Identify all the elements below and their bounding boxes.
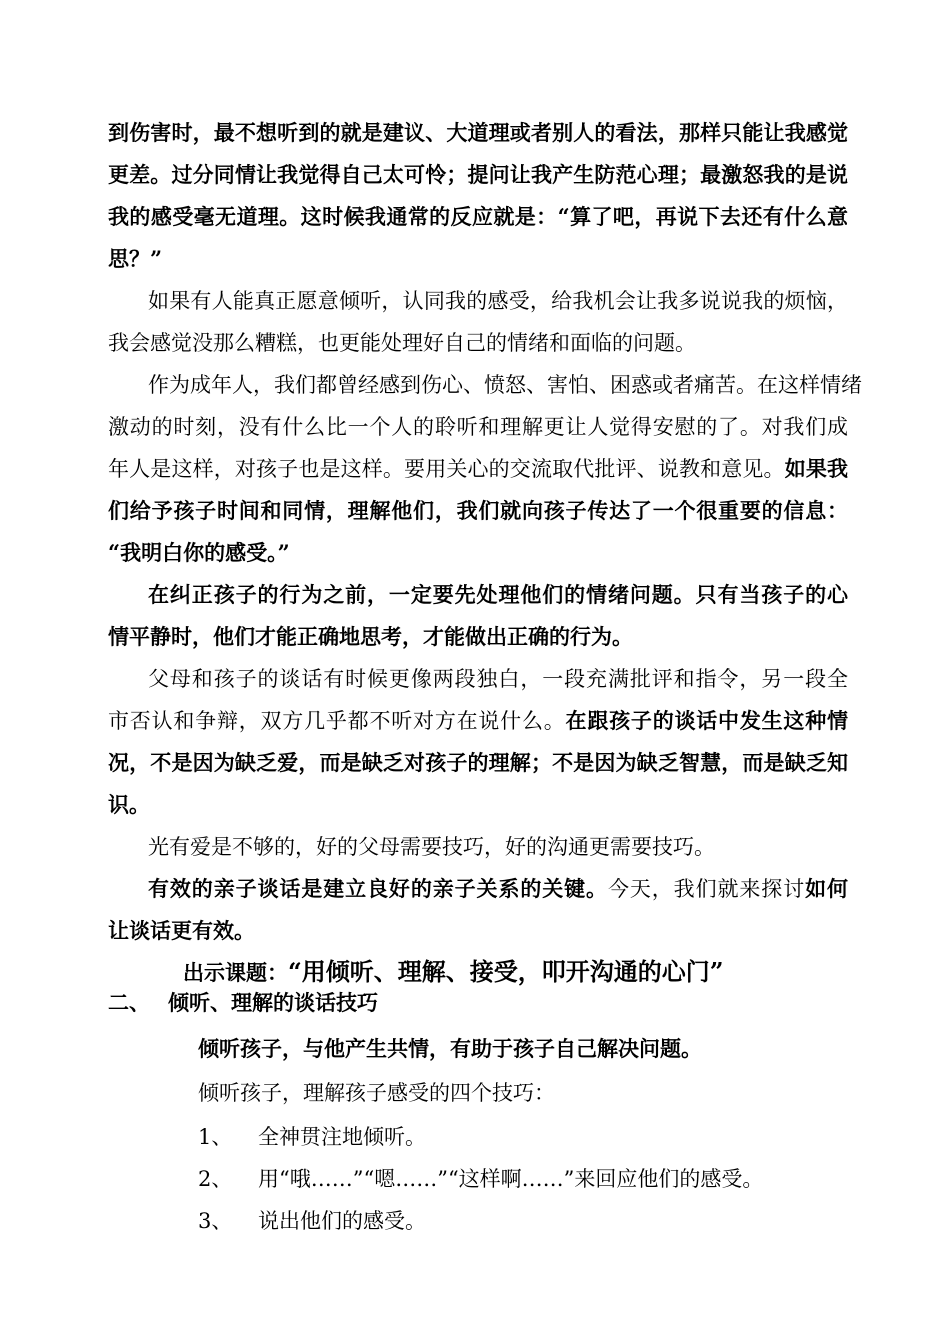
paragraph-line: 让谈话更有效。 — [108, 918, 255, 943]
paragraph-line: 我的感受毫无道理。这时候我通常的反应就是：“算了吧，再说下去还有什么意 — [108, 204, 848, 229]
lesson-title — [183, 956, 724, 989]
paragraph-line: 识。 — [108, 792, 150, 817]
paragraph-line: 我会感觉没那么糟糕，也更能处理好自己的情绪和面临的问题。 — [108, 331, 696, 355]
paragraph-line: 在纠正孩子的行为之前，一定要先处理他们的情绪问题。只有当孩子的心 — [148, 582, 848, 607]
list-text: 说出他们的感受。 — [258, 1209, 426, 1233]
paragraph-line: 光有爱是不够的，好的父母需要技巧，好的沟通更需要技巧。 — [148, 835, 715, 859]
paragraph-line: 们给予孩子时间和同情，理解他们，我们就向孩子传达了一个很重要的信息： — [108, 498, 848, 523]
paragraph-line: 作为成年人，我们都曾经感到伤心、愤怒、害怕、困惑或者痛苦。在这样情绪 — [148, 373, 862, 397]
text-run: 今天，我们就来探讨 — [607, 877, 806, 901]
paragraph-line — [108, 454, 848, 484]
text-run-bold: 如何 — [805, 876, 849, 901]
paragraph-line: 情平静时，他们才能正确地思考，才能做出正确的行为。 — [108, 624, 633, 649]
text-run: 年人是这样，对孩子也是这样。要用关心的交流取代批评、说教和意见。 — [108, 457, 785, 481]
paragraph-line: 更差。过分同情让我觉得自己太可怜；提问让我产生防范心理；最激怒我的是说 — [108, 162, 848, 187]
text-run-bold: 在跟孩子的谈话中发生这种情 — [565, 708, 849, 733]
paragraph-line: 到伤害时，最不想听到的就是建议、大道理或者别人的看法，那样只能让我感觉 — [108, 120, 848, 145]
paragraph-line — [148, 874, 848, 904]
paragraph-line: 况，不是因为缺乏爱，而是缺乏对孩子的理解；不是因为缺乏智慧，而是缺乏知 — [108, 750, 848, 775]
list-item — [198, 1206, 426, 1236]
list-number: 1、 — [198, 1125, 233, 1149]
list-item — [198, 1164, 763, 1194]
list-number: 2、 — [198, 1167, 233, 1191]
list-text: 全神贯注地倾听。 — [258, 1125, 426, 1149]
text-run-bold: 有效的亲子谈话是建立良好的亲子关系的关键。 — [148, 876, 608, 901]
paragraph-line: 如果有人能真正愿意倾听，认同我的感受，给我机会让我多说说我的烦恼， — [148, 289, 848, 313]
paragraph-line — [108, 706, 848, 736]
text-run: 市否认和争辩，双方几乎都不听对方在说什么。 — [108, 709, 566, 733]
title-lead: 出示课题： — [183, 960, 288, 985]
list-number: 3、 — [198, 1209, 233, 1233]
text-run-bold: 如果我 — [784, 456, 848, 481]
paragraph-line: 思？” — [108, 246, 163, 271]
list-text: 用“哦……”“嗯……”“这样啊……”来回应他们的感受。 — [258, 1167, 764, 1191]
section-number: 二、 — [108, 990, 150, 1015]
intro-bold-line: 倾听孩子，与他产生共情，有助于孩子自己解决问题。 — [198, 1036, 702, 1061]
paragraph-line: 激动的时刻，没有什么比一个人的聆听和理解更让人觉得安慰的了。对我们成 — [108, 415, 848, 439]
section-title: 倾听、理解的谈话技巧 — [168, 990, 378, 1015]
intro-line: 倾听孩子，理解孩子感受的四个技巧： — [198, 1081, 555, 1105]
list-item — [198, 1122, 426, 1152]
paragraph-line: 父母和孩子的谈话有时候更像两段独白，一段充满批评和指令，另一段全 — [148, 667, 848, 691]
section-heading — [108, 988, 378, 1018]
title-text: “用倾听、理解、接受，叩开沟通的心门” — [288, 957, 724, 986]
paragraph-line: “我明白你的感受。” — [108, 540, 290, 565]
